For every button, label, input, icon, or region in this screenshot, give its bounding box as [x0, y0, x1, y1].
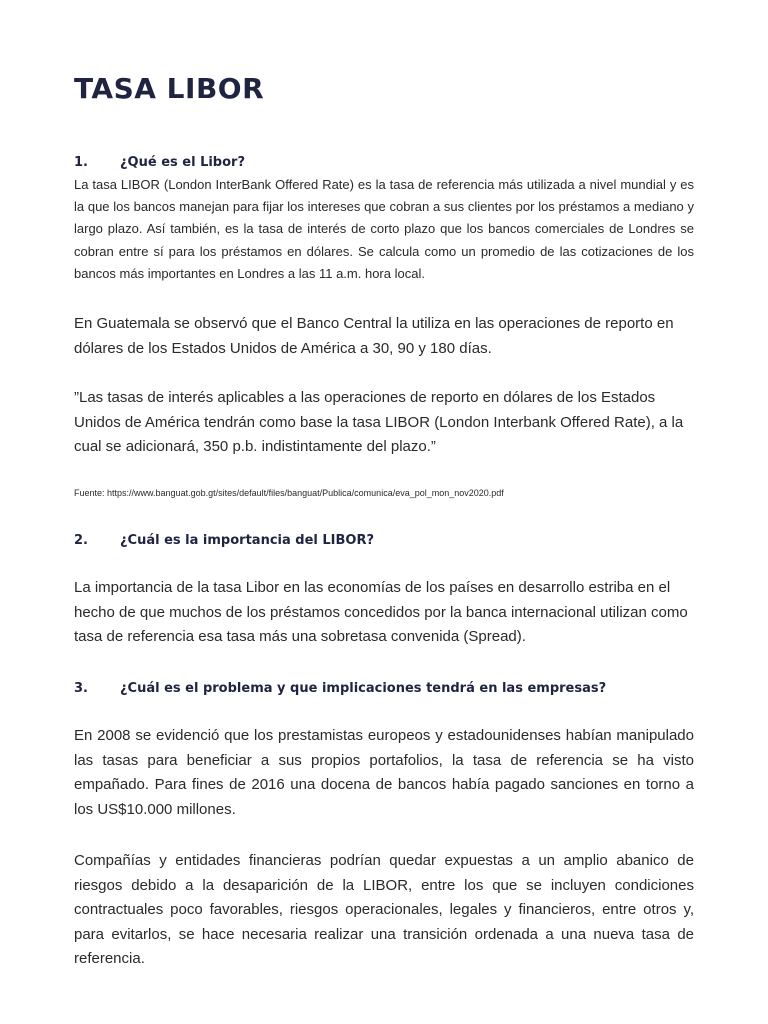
section-3-number: 3.	[74, 681, 88, 696]
section-3-heading	[74, 681, 606, 696]
section-3-paragraph-2: Compañías y entidades financieras podrían quedar expuestas a un amplio abanico de riesgos debido a la desaparición de la LIBOR, entre los que se incluyen condiciones contractuales poco favorables, riesgos operacionales, legales y financieros, entre otros y, para evitarlos, se hace necesaria realizar una transición ordenada a una nueva tasa de referencia.	[74, 852, 694, 968]
section-2-question: ¿Cuál es la importancia del LIBOR?	[120, 533, 375, 548]
section-1-paragraph-2: En Guatemala se observó que el Banco Central la utiliza en las operaciones de reporto en dólares de los Estados Unidos de América a 30, 90 y 180 días.	[74, 315, 674, 357]
page-title: TASA LIBOR	[74, 72, 265, 105]
section-2-number: 2.	[74, 533, 88, 548]
section-3-paragraph-1: En 2008 se evidenció que los prestamistas europeos y estadounidenses habían manipulado las tasas para beneficiar a sus propios portafolios, la tasa de referencia se ha visto empañado. Para fines de 2016 una docena de bancos había pagado sanciones en torno a los US$10.000 millones.	[74, 727, 694, 818]
section-3-question: ¿Cuál es el problema y que implicaciones tendrá en las empresas?	[120, 681, 607, 696]
section-2-heading	[74, 533, 374, 548]
section-1-heading	[74, 155, 245, 170]
section-1-paragraph-1: La tasa LIBOR (London InterBank Offered Rate) es la tasa de referencia más utilizada a nivel mundial y es la que los bancos manejan para fijar los intereses que cobran a sus clientes por los préstamos a mediano y largo plazo. Así también, es la tasa de interés de corto plazo que los bancos comerciales de Londres se cobran entre sí para los préstamos en dólares. Se calcula como un promedio de las cotizaciones de los bancos más importantes en Londres a las 11 a.m. hora local.	[74, 177, 694, 281]
section-1-source: Fuente: https://www.banguat.gob.gt/sites/default/files/banguat/Publica/comunica/eva_pol_mon_nov2020.pdf	[74, 488, 504, 498]
section-2-paragraph-1: La importancia de la tasa Libor en las economías de los países en desarrollo estriba en el hecho de que muchos de los préstamos concedidos por la banca internacional utilizan como tasa de referencia esa tasa más una sobretasa convenida (Spread).	[74, 579, 688, 646]
section-1-quote: ”Las tasas de interés aplicables a las operaciones de reporto en dólares de los Estados Unidos de América tendrán como base la tasa LIBOR (London Interbank Offered Rate), a la cual se adicionará, 350 p.b. indistintamente del plazo.”	[74, 389, 684, 456]
section-1-question: ¿Qué es el Libor?	[120, 155, 245, 170]
section-1-number: 1.	[74, 155, 88, 170]
